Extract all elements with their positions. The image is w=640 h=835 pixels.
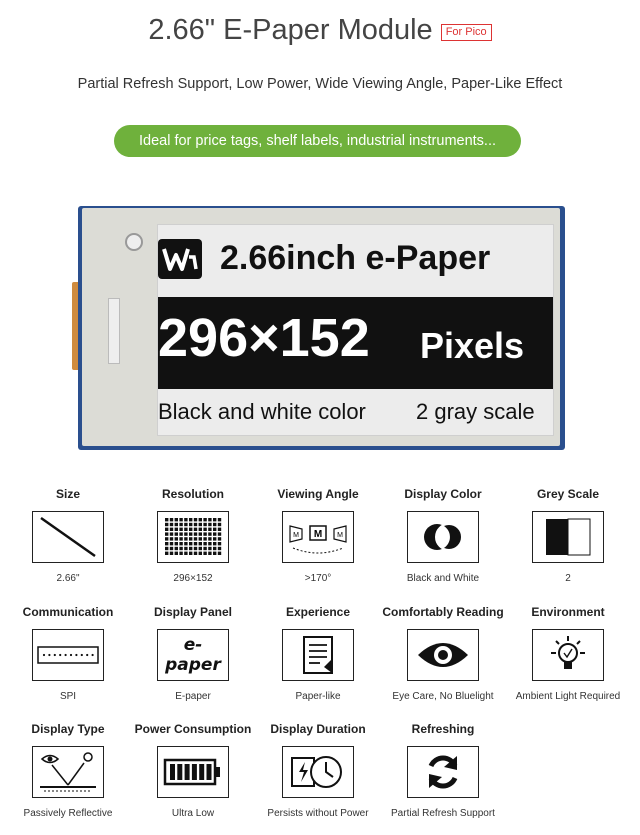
feature-value: Paper-like <box>295 691 341 702</box>
grey-scale-icon <box>532 511 604 563</box>
refresh-icon <box>407 746 479 798</box>
epaper-module-image <box>72 206 565 450</box>
feature-title: Refreshing <box>411 722 475 736</box>
feature-title: Size <box>55 487 80 501</box>
feature-value: E-paper <box>175 691 211 702</box>
feature-title: Environment <box>531 605 605 619</box>
feature-value: Black and White <box>406 573 480 584</box>
epaper-screen <box>157 224 554 436</box>
header <box>0 14 640 47</box>
feature-value: Passively Reflective <box>23 808 113 819</box>
reflection-icon <box>32 746 104 798</box>
feature-display-duration <box>256 722 380 819</box>
color-circles-icon <box>407 511 479 563</box>
feature-value: 2 <box>565 573 571 584</box>
feature-title: Power Consumption <box>134 722 252 736</box>
document-icon <box>282 629 354 681</box>
eye-icon <box>407 629 479 681</box>
mounting-hole <box>125 233 143 251</box>
pcb-board <box>78 206 565 450</box>
feature-value: Ambient Light Required <box>515 691 621 702</box>
feature-title: Communication <box>22 605 114 619</box>
feature-title: Experience <box>285 605 351 619</box>
svg-text:M: M <box>337 532 343 539</box>
e-paper-text-icon <box>157 629 229 681</box>
screen-highlight <box>158 297 553 389</box>
svg-text:M: M <box>293 532 299 539</box>
feature-value: 2.66" <box>56 573 80 584</box>
use-case-banner: Ideal for price tags, shelf labels, industrial instruments... <box>114 125 521 157</box>
feature-title: Display Color <box>404 487 482 501</box>
feature-refreshing <box>381 722 505 819</box>
screen-title: 2.66inch e-Paper <box>220 239 491 277</box>
feature-title: Display Panel <box>153 605 233 619</box>
feature-grey-scale <box>506 487 630 584</box>
light-bulb-icon <box>532 629 604 681</box>
svg-text:M: M <box>313 529 323 540</box>
feature-experience <box>256 605 380 702</box>
feature-resolution <box>131 487 255 584</box>
feature-value: 296×152 <box>173 573 213 584</box>
e-paper-icon-text: e-paper <box>165 635 221 675</box>
feature-title: Grey Scale <box>536 487 600 501</box>
feature-display-panel <box>131 605 255 702</box>
feature-title: Viewing Angle <box>277 487 359 501</box>
feature-viewing-angle <box>256 487 380 584</box>
feature-value: Ultra Low <box>171 808 215 819</box>
feature-title: Comfortably Reading <box>382 605 504 619</box>
viewing-angle-icon <box>282 511 354 563</box>
feature-value: Partial Refresh Support <box>391 808 495 819</box>
feature-comfortably-reading <box>381 605 505 702</box>
pixel-grid-icon <box>157 511 229 563</box>
waveshare-logo-icon <box>158 239 202 279</box>
spi-connector-icon <box>32 629 104 681</box>
for-pico-badge: For Pico <box>441 24 492 41</box>
feature-value: >170° <box>304 573 332 584</box>
panel-connector <box>108 298 120 364</box>
screen-resolution: 296×152 <box>158 308 370 368</box>
feature-communication <box>6 605 130 702</box>
feature-display-type <box>6 722 130 819</box>
feature-value: Eye Care, No Bluelight <box>392 691 494 702</box>
feature-power-consumption <box>131 722 255 819</box>
diagonal-line-icon <box>32 511 104 563</box>
feature-title: Display Type <box>31 722 105 736</box>
clock-icon <box>282 746 354 798</box>
feature-value: Persists without Power <box>267 808 369 819</box>
screen-color-text: Black and white color <box>158 399 366 424</box>
feature-environment <box>506 605 630 702</box>
feature-size <box>6 487 130 584</box>
feature-value: SPI <box>59 691 77 702</box>
feature-display-color <box>381 487 505 584</box>
battery-icon <box>157 746 229 798</box>
feature-title: Resolution <box>162 487 224 501</box>
feature-title: Display Duration <box>270 722 366 736</box>
page-subtitle: Partial Refresh Support, Low Power, Wide Viewing Angle, Paper-Like Effect <box>77 76 563 92</box>
page-title: 2.66" E-Paper Module <box>148 14 433 46</box>
screen-gray-text: 2 gray scale <box>416 399 535 424</box>
screen-pixels-label: Pixels <box>420 325 525 366</box>
display-panel <box>82 208 560 446</box>
